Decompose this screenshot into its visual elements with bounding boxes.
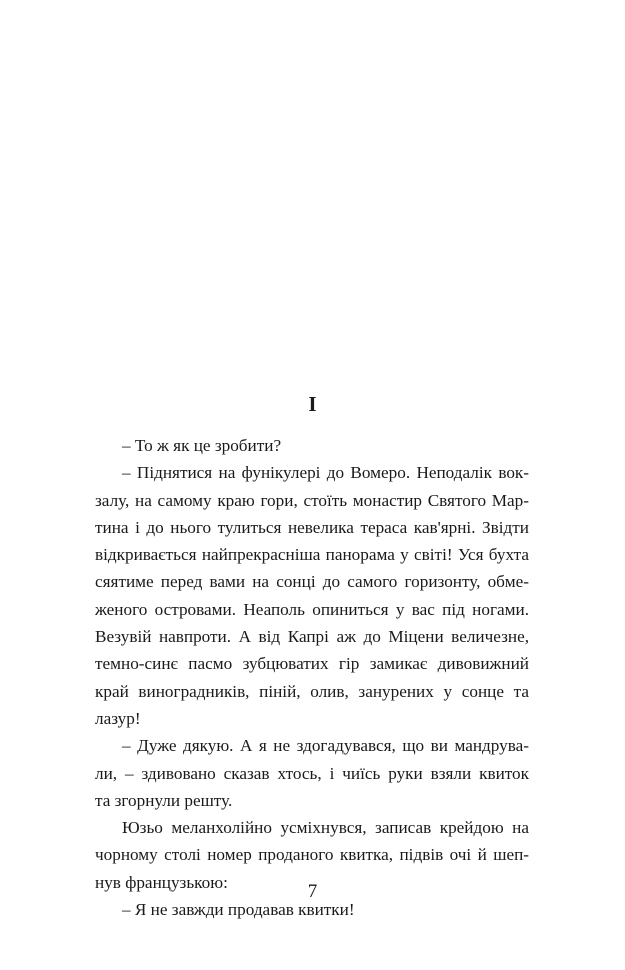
text-line: – То ж як це зробити? xyxy=(122,436,282,455)
text-line: Юзьо меланхолійно усміхнувся, записав крейдою на xyxy=(122,818,529,838)
body-text xyxy=(95,432,529,923)
text-line: сяятиме перед вами на сонці до самого горизонту, обме- xyxy=(95,572,529,592)
text-line: край виноградників, піній, олив, занурених у сонце та xyxy=(95,681,529,701)
text-line: чорному столі номер проданого квитка, підвів очі й шеп- xyxy=(95,845,529,865)
text-line: лазур! xyxy=(95,708,141,728)
text-line: – Піднятися на фунікулері до Вомеро. Неподалік вок- xyxy=(122,463,529,483)
text-line: ли, – здивовано сказав хтось, і чиїсь руки взяли квиток xyxy=(95,763,529,783)
text-line: – Дуже дякую. А я не здогадувався, що ви мандрува- xyxy=(122,736,529,756)
text-line: відкривається найпрекрасніша панорама у світі! Уся бухта xyxy=(95,545,529,565)
page-number: 7 xyxy=(307,881,318,902)
chapter-heading: I xyxy=(308,392,317,416)
text-line: – Я не завжди продавав квитки! xyxy=(122,900,355,920)
text-line: темно-синє пасмо зубцюватих гір замикає дивовижний xyxy=(95,654,529,674)
text-line: женого островами. Неаполь опиниться у вас під ногами. xyxy=(95,599,529,619)
text-line: тина і до нього тулиться невелика тераса кав'ярні. Звідти xyxy=(95,517,529,537)
text-line: нув французькою: xyxy=(95,872,228,892)
text-line: Везувій навпроти. А від Капрі аж до Міцени величезне, xyxy=(95,627,529,647)
text-line: та згорнули решту. xyxy=(95,790,233,810)
text-line: залу, на самому краю гори, стоїть монастир Святого Мар- xyxy=(95,490,529,510)
